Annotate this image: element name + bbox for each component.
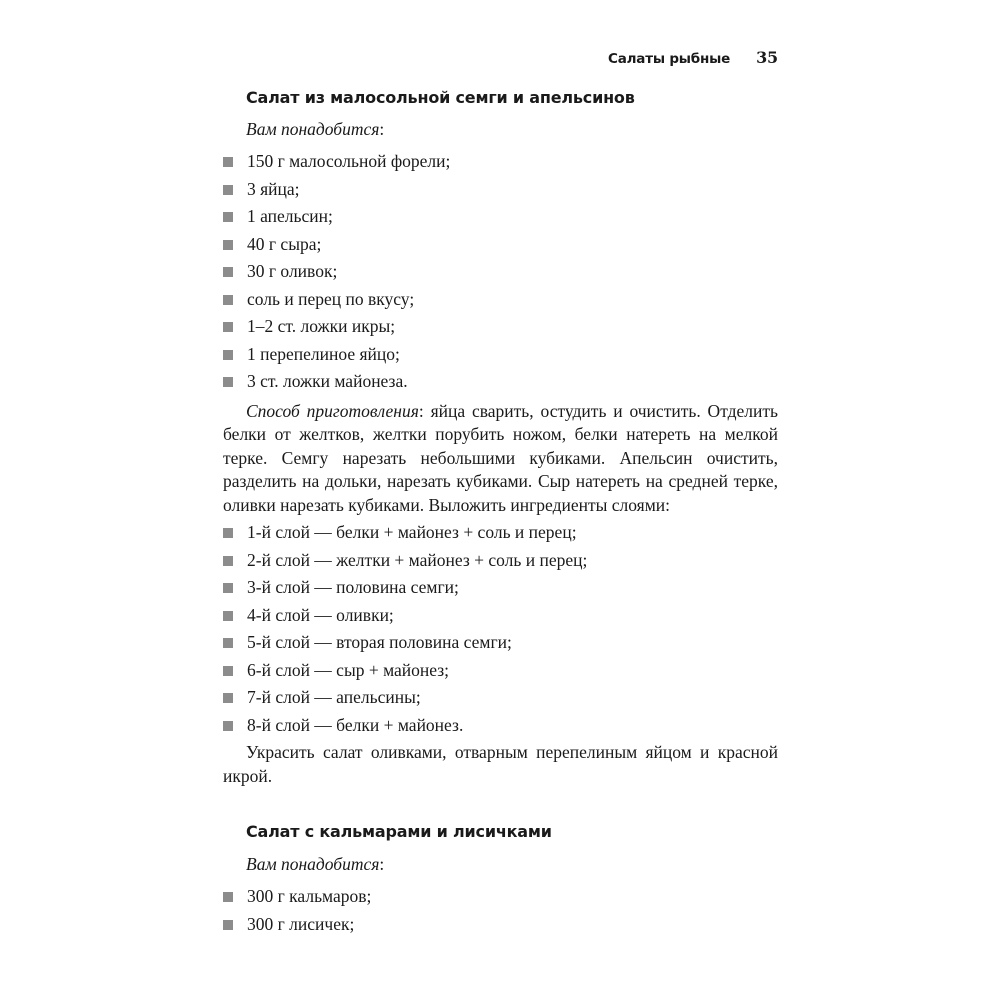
list-item	[223, 629, 778, 657]
garnish-paragraph: Украсить салат оливками, отварным перепелиным яйцом и красной икрой.	[223, 742, 778, 786]
section-title: Салаты рыбные	[607, 51, 731, 67]
square-bullet-icon	[223, 611, 233, 621]
method-paragraph	[223, 400, 778, 518]
ingredient-text: 300 г лисичек;	[247, 913, 355, 934]
list-item	[223, 341, 778, 369]
layer-text: 7-й слой — апельсины;	[247, 687, 421, 707]
list-item	[223, 258, 778, 286]
list-item	[223, 712, 778, 740]
list-item	[223, 313, 778, 341]
ingredient-list	[223, 883, 778, 938]
square-bullet-icon	[223, 666, 233, 676]
square-bullet-icon	[223, 212, 233, 222]
square-bullet-icon	[223, 185, 233, 195]
list-item	[223, 911, 778, 939]
square-bullet-icon	[223, 638, 233, 648]
list-item	[223, 602, 778, 630]
needs-label: Вам понадобится	[246, 119, 380, 139]
ingredient-text: 40 г сыра;	[247, 233, 322, 254]
list-item	[223, 519, 778, 547]
list-item	[223, 176, 778, 204]
list-item	[223, 286, 778, 314]
square-bullet-icon	[223, 295, 233, 305]
square-bullet-icon	[223, 583, 233, 593]
list-item	[223, 148, 778, 176]
square-bullet-icon	[223, 157, 233, 167]
needs-colon: :	[379, 854, 385, 874]
ingredient-text: 300 г кальмаров;	[247, 886, 372, 906]
needs-colon: :	[379, 119, 385, 139]
method-label: Способ приготовления	[246, 400, 419, 421]
recipe-1	[223, 84, 778, 788]
recipe-title: Салат из малосольной семги и апельсинов	[246, 88, 635, 107]
layer-text: 5-й слой — вторая половина семги;	[247, 632, 512, 652]
ingredient-text: 3 яйца;	[247, 178, 300, 199]
needs-label: Вам понадобится	[246, 854, 380, 874]
ingredient-text: 1–2 ст. ложки икры;	[247, 316, 396, 336]
list-item	[223, 547, 778, 575]
needs-intro	[246, 851, 778, 878]
square-bullet-icon	[223, 556, 233, 566]
ingredient-list	[223, 148, 778, 396]
square-bullet-icon	[223, 920, 233, 930]
square-bullet-icon	[223, 721, 233, 731]
square-bullet-icon	[223, 267, 233, 277]
ingredient-text: 1 перепелиное яйцо;	[247, 343, 400, 364]
list-item	[223, 684, 778, 712]
layer-text: 1-й слой — белки + майонез + соль и перец;	[247, 522, 577, 542]
layer-text: 8-й слой — белки + майонез.	[247, 714, 464, 735]
layer-text: 3-й слой — половина семги;	[247, 577, 459, 597]
recipe-2	[223, 818, 778, 938]
recipe-title: Салат с кальмарами и лисичками	[246, 822, 552, 841]
list-item	[223, 657, 778, 685]
list-item	[223, 368, 778, 396]
square-bullet-icon	[223, 377, 233, 387]
layer-text: 4-й слой — оливки;	[247, 604, 394, 625]
square-bullet-icon	[223, 350, 233, 360]
needs-intro	[246, 116, 778, 143]
square-bullet-icon	[223, 322, 233, 332]
square-bullet-icon	[223, 240, 233, 250]
ingredient-text: 3 ст. ложки майонеза.	[247, 371, 408, 391]
ingredient-text: 1 апельсин;	[247, 206, 333, 226]
list-item	[223, 574, 778, 602]
method-text: : яйца сварить, остудить и очистить. Отделить белки от желтков, желтки порубить ножом, белки натереть на мелкой терке. Семгу нарезать небольшими кубиками. Апельсин очистить, разделить на дольки, нарезать кубиками. Сыр натереть на средней терке, оливки нарезать кубиками. Выложить ингредиенты слоями:	[223, 400, 779, 515]
square-bullet-icon	[223, 892, 233, 902]
layer-text: 6-й слой — сыр + майонез;	[247, 659, 450, 680]
square-bullet-icon	[223, 693, 233, 703]
list-item	[223, 231, 778, 259]
layer-text: 2-й слой — желтки + майонез + соль и перец;	[247, 549, 588, 570]
ingredient-text: соль и перец по вкусу;	[247, 288, 415, 309]
page-number: 35	[756, 48, 778, 67]
list-item	[223, 883, 778, 911]
square-bullet-icon	[223, 528, 233, 538]
ingredient-text: 150 г малосольной форели;	[247, 151, 451, 171]
list-item	[223, 203, 778, 231]
layer-list	[223, 519, 778, 739]
running-header	[608, 48, 778, 67]
ingredient-text: 30 г оливок;	[247, 261, 338, 281]
